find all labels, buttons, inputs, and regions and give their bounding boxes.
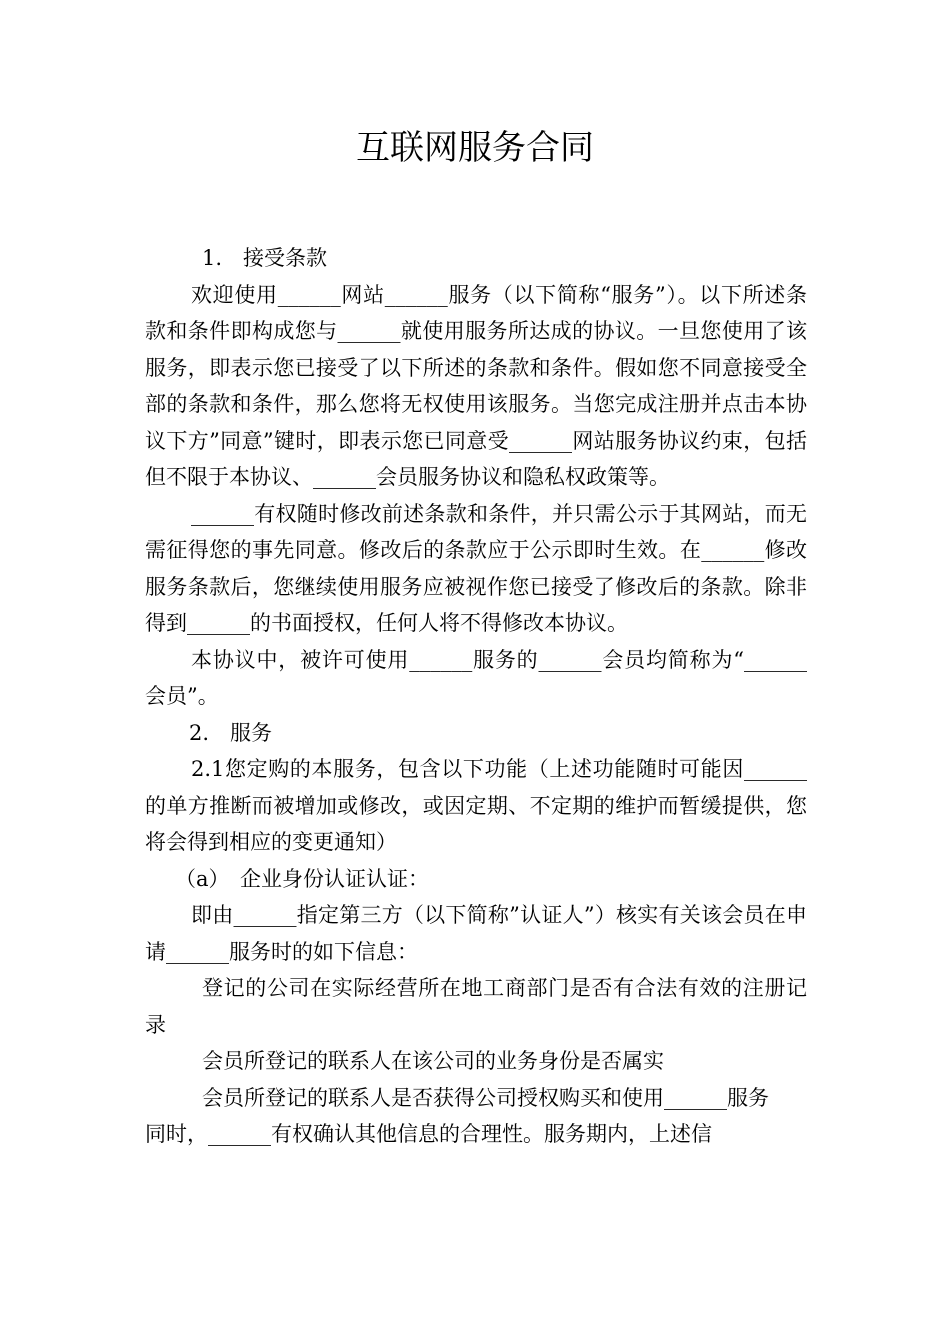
paragraph-member-definition: 本协议中，被许可使用______服务的______会员均简称为“______会员”。: [145, 647, 807, 708]
subsection-heading-identity: （a） 企业身份认证认证：: [175, 866, 430, 891]
section-heading-acceptance: 1. 接受条款: [202, 246, 328, 270]
document-title: 互联网服务合同: [356, 128, 594, 168]
list-item: 会员所登记的联系人是否获得公司授权购买和使用______服务: [202, 1085, 769, 1110]
list-item: 登记的公司在实际经营所在地工商部门是否有合法有效的注册记录: [145, 976, 807, 1037]
paragraph-continued: 同时，______有权确认其他信息的合理性。服务期内，上述信: [145, 1122, 712, 1146]
section-heading-service: 2. 服务: [189, 720, 273, 745]
list-item: 会员所登记的联系人在该公司的业务身份是否属实: [202, 1049, 664, 1073]
paragraph-welcome: 欢迎使用______网站______服务（以下简称“服务”）。以下所述条款和条件即构成您与______就使用服务所达成的协议。一旦您使用了该服务，即表示您已接受了以下所述的条款和条件。假如您不同意接受全部的条款和条件，那么您将无权使用该服务。当您完成注册并点击本协议下方”同意”键时，即表示您已同意受______网站服务协议约束，包括但不限于本协议、______会员服务协议和隐私权政策等。: [145, 282, 807, 489]
paragraph-service-features: 2.1您定购的本服务，包含以下功能（上述功能随时可能因______的单方推断而被增加或修改，或因定期、不定期的维护而暂缓提供，您将会得到相应的变更通知）: [145, 757, 807, 854]
paragraph-verification: 即由______指定第三方（以下简称”认证人”）核实有关该会员在申请______服务时的如下信息：: [145, 903, 807, 964]
document-body: [145, 240, 807, 1153]
paragraph-modification: ______有权随时修改前述条款和条件，并只需公示于其网站，而无需征得您的事先同意。修改后的条款应于公示即时生效。在______修改服务条款后，您继续使用服务应被视作您已接受了修改后的条款。除非得到______的书面授权，任何人将不得修改本协议。: [145, 501, 807, 635]
